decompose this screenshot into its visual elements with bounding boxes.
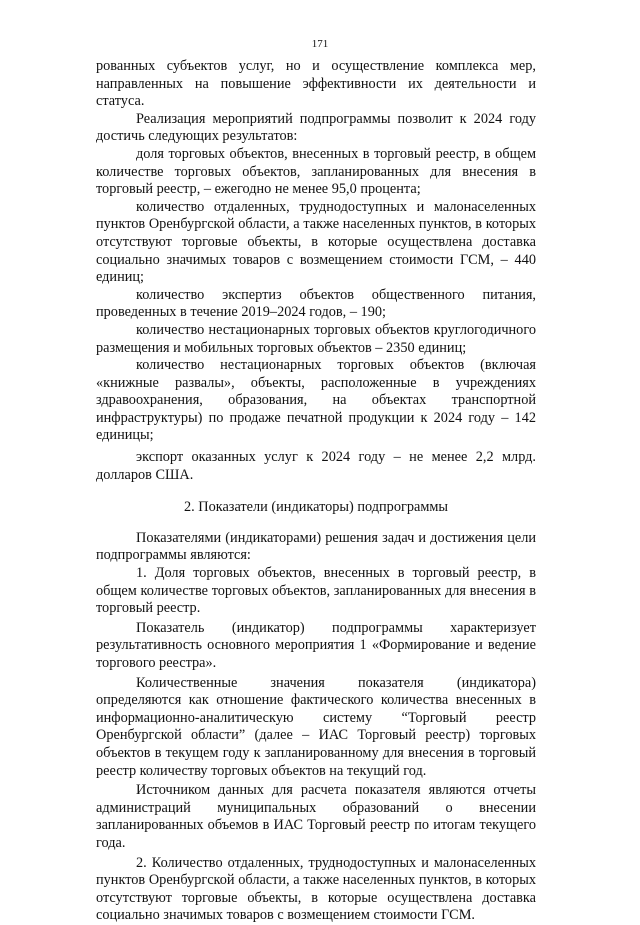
result-item-export: экспорт оказанных услуг к 2024 году – не менее 2,2 млрд. долларов США. <box>96 449 536 483</box>
indicator-item-2: 2. Количество отдаленных, труднодоступных и малонаселенных пунктов Оренбургской области, а также населенных пунктов, в которых отсутствуют торговые объекты, в которые осуществлена доставка социально значимых товаров с возмещением стоимости ГСМ. <box>96 854 536 924</box>
paragraph-continuation: рованных субъектов услуг, но и осуществление комплекса мер, направленных на повышение эффективности их деятельности и статуса. <box>96 58 536 110</box>
page-body <box>96 58 536 925</box>
result-item-remote-settlements: количество отдаленных, труднодоступных и малонаселенных пунктов Оренбургской области, а также населенных пунктов, в которых отсутствуют торговые объекты, в которые осуществлена доставка социально значимых товаров с возмещением стоимости ГСМ, – 440 единиц; <box>96 198 536 286</box>
paragraph-indicator-calculation: Количественные значения показателя (индикатора) определяются как отношение фактического количества внесенных в информационно-аналитическую систему “Торговый реестр Оренбургской области” (далее – ИАС Торговый реестр) торговых объектов в текущем году к запланированному для внесения в торговый реестр количеству торговых объектов на текущий год. <box>96 674 536 779</box>
section-heading: 2. Показатели (индикаторы) подпрограммы <box>183 499 449 516</box>
result-item-registry-share: доля торговых объектов, внесенных в торговый реестр, в общем количестве торговых объектов, запланированных для внесения в торговый реестр, – ежегодно не менее 95,0 процента; <box>96 145 536 198</box>
result-item-catering-expertise: количество экспертиз объектов общественного питания, проведенных в течение 2019–2024 годов, – 190; <box>96 286 536 321</box>
paragraph-results-intro: Реализация мероприятий подпрограммы позволит к 2024 году достичь следующих результатов: <box>96 110 536 145</box>
indicator-item-1: 1. Доля торговых объектов, внесенных в торговый реестр, в общем количестве торговых объектов, запланированных для внесения в торговый реестр. <box>96 565 536 617</box>
paragraph-indicators-intro: Показателями (индикаторами) решения задач и достижения цели подпрограммы являются: <box>96 529 536 564</box>
result-item-nonstationary-objects: количество нестационарных торговых объектов круглогодичного размещения и мобильных торговых объектов – 2350 единиц; <box>96 321 536 356</box>
result-item-print-products: количество нестационарных торговых объектов (включая «книжные развалы», объекты, расположенные в учреждениях здравоохранения, образования, на объектах транспортной инфраструктуры) по продаже печатной продукции к 2024 году – 142 единицы; <box>96 357 536 444</box>
paragraph-data-source: Источником данных для расчета показателя являются отчеты администраций муниципальных образований о внесении запланированных объемов в ИАС Торговый реестр по итогам текущего года. <box>96 782 536 851</box>
page-number: 171 <box>311 38 329 50</box>
paragraph-indicator-characterization: Показатель (индикатор) подпрограммы характеризует результативность основного мероприятия 1 «Формирование и ведение торгового реестра». <box>96 619 536 671</box>
